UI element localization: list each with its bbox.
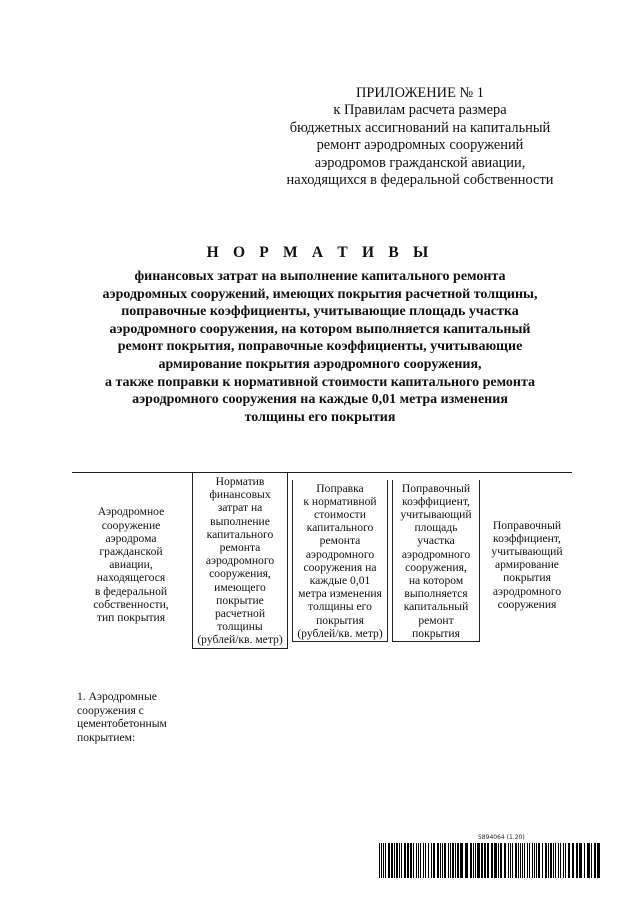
document-subtitle xyxy=(40,268,600,426)
appendix-line: ПРИЛОЖЕНИЕ № 1 xyxy=(356,85,484,101)
appendix-line: ремонт аэродромных сооружений xyxy=(316,137,524,154)
header-cell-norm: Норматив финансовых затрат на выполнение капитального ремонта аэродромного сооружения, имеющего покрытие расчетной толщины (рублей/кв. метр) xyxy=(190,473,290,651)
table-row-concrete: 1. Аэродромные сооружения с цементобетонным покрытием: xyxy=(77,690,167,744)
header-cell-correction: Поправка к нормативной стоимости капитального ремонта аэродромного сооружения на каждые 0,01 метра изменения толщины его покрытия (рублей/кв. метр) xyxy=(290,473,390,651)
subtitle-line: аэродромного сооружения, на котором выполняется капитальный xyxy=(109,321,531,337)
subtitle-line: поправочные коэффициенты, учитывающие площадь участка xyxy=(121,304,519,320)
appendix-line: находящихся в федеральной собственности xyxy=(286,172,554,189)
norms-table xyxy=(72,472,572,651)
subtitle-line: ремонт покрытия, поправочные коэффициенты, учитывающие xyxy=(117,339,523,355)
appendix-line: аэродромов гражданской авиации, xyxy=(314,154,526,171)
table-header-row xyxy=(72,473,572,651)
appendix-block xyxy=(270,85,570,189)
barcode xyxy=(379,843,601,878)
appendix-line: бюджетных ассигнований на капитальный xyxy=(289,119,551,136)
subtitle-line: аэродромного сооружения на каждые 0,01 метра изменения xyxy=(132,392,508,408)
header-cell-area-coefficient: Поправочный коэффициент, учитывающий площадь участка аэродромного сооружения, на котором выполняется капитальный ремонт покрытия xyxy=(390,473,482,651)
subtitle-line: а также поправки к нормативной стоимости капитального ремонта xyxy=(104,374,536,390)
subtitle-line: аэродромных сооружений, имеющих покрытия расчетной толщины, xyxy=(102,286,538,302)
header-cell-structure: Аэродромное сооружение аэродрома гражданской авиации, находящегося в федеральной собственности, тип покрытия xyxy=(72,473,190,651)
document-heading: Н О Р М А Т И В Ы xyxy=(206,244,434,261)
header-cell-reinforcement-coefficient: Поправочный коэффициент, учитывающий армирование покрытия аэродромного сооружения xyxy=(482,473,572,651)
appendix-line: к Правилам расчета размера xyxy=(333,102,507,119)
subtitle-line: армирование покрытия аэродромного сооружения, xyxy=(158,356,482,372)
subtitle-line: толщины его покрытия xyxy=(244,409,396,425)
barcode-number: 5894064 (1.20) xyxy=(478,834,525,841)
subtitle-line: финансовых затрат на выполнение капитального ремонта xyxy=(134,269,506,284)
